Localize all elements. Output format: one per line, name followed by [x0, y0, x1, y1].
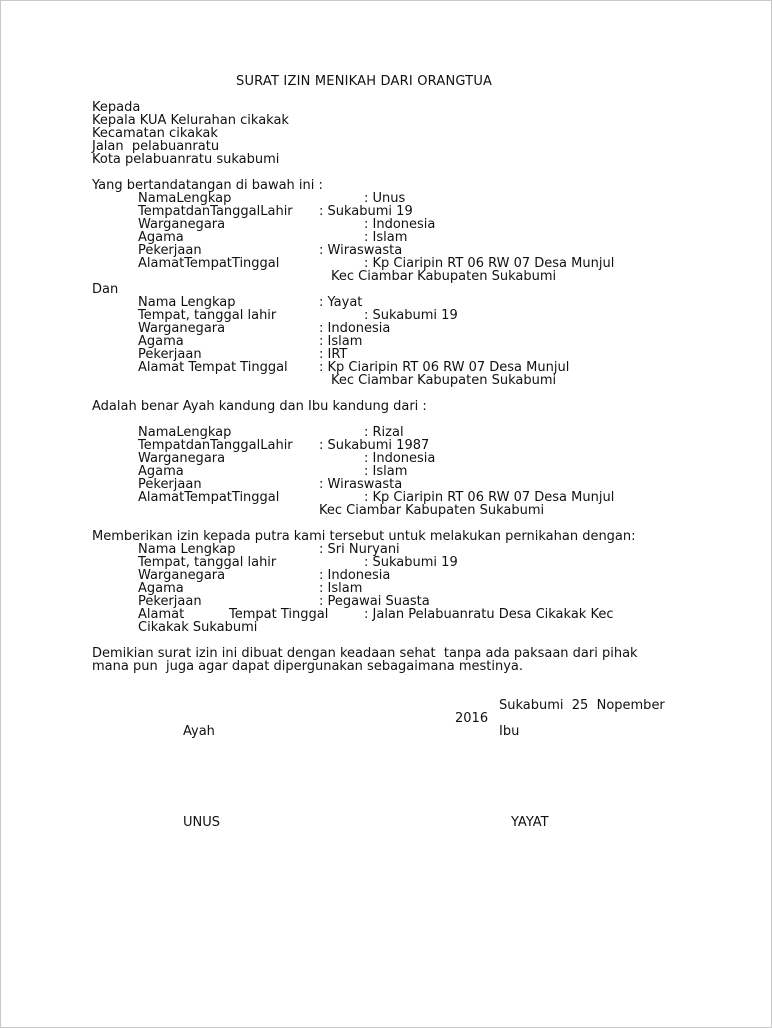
- field-label: AlamatTempatTinggal: [138, 490, 280, 505]
- field-value: : Kp Ciaripin RT 06 RW 07 Desa Munjul: [364, 490, 615, 505]
- signature-label-ayah: Ayah: [183, 724, 215, 739]
- place-date: Sukabumi 25 Nopember: [499, 698, 665, 713]
- field-label: Nama Lengkap: [138, 542, 236, 557]
- field-value: : Rizal: [364, 425, 404, 440]
- signature-label-ibu: Ibu: [499, 724, 520, 739]
- intro-text: Yang bertandatangan di bawah ini :: [92, 178, 323, 193]
- field-value: : Islam: [364, 230, 408, 245]
- letter-title: SURAT IZIN MENIKAH DARI ORANGTUA: [236, 74, 493, 89]
- izin-intro-text: Memberikan izin kepada putra kami tersebut untuk melakukan pernikahan dengan:: [92, 529, 636, 544]
- field-value: : Jalan Pelabuanratu Desa Cikakak Kec: [364, 607, 614, 622]
- field-value: : Pegawai Suasta: [319, 594, 430, 609]
- closing-line: Demikian surat izin ini dibuat dengan keadaan sehat tanpa ada paksaan dari pihak: [92, 646, 638, 661]
- field-label: Alamat Tempat Tinggal: [138, 360, 288, 375]
- field-value: Kec Ciambar Kabupaten Sukabumi: [319, 503, 545, 518]
- field-label: NamaLengkap: [138, 425, 232, 440]
- closing-line: mana pun juga agar dapat dipergunakan sebagaimana mestinya.: [92, 659, 524, 674]
- field-value: : Indonesia: [364, 451, 436, 466]
- field-value: : Kp Ciaripin RT 06 RW 07 Desa Munjul: [364, 256, 615, 271]
- field-value: : Sukabumi 19: [364, 308, 458, 323]
- field-value: Kec Ciambar Kabupaten Sukabumi: [331, 373, 557, 388]
- field-label: Alamat: [138, 607, 185, 622]
- field-value: : IRT: [319, 347, 348, 362]
- field-label: NamaLengkap: [138, 191, 232, 206]
- field-value: : Indonesia: [364, 217, 436, 232]
- field-value: : Sukabumi 1987: [319, 438, 430, 453]
- field-value: : Indonesia: [319, 321, 391, 336]
- field-value: : Sukabumi 19: [319, 204, 413, 219]
- field-label: Tempat, tanggal lahir: [138, 555, 277, 570]
- field-value: : Islam: [319, 581, 363, 596]
- field-value: : Yayat: [319, 295, 363, 310]
- field-label: TempatdanTanggalLahir: [138, 204, 293, 219]
- field-label: Warganegara: [138, 451, 226, 466]
- field-value: Cikakak Sukabumi: [138, 620, 258, 635]
- recipient-line: Kecamatan cikakak: [92, 126, 218, 141]
- field-label: Pekerjaan: [138, 594, 202, 609]
- field-label: Warganegara: [138, 568, 226, 583]
- field-value: Kec Ciambar Kabupaten Sukabumi: [331, 269, 557, 284]
- field-label: Agama: [138, 464, 184, 479]
- field-value: : Sri Nuryani: [319, 542, 400, 557]
- signature-name-ayah: UNUS: [183, 815, 221, 830]
- field-label: Warganegara: [138, 321, 226, 336]
- field-value: : Unus: [364, 191, 406, 206]
- field-value: : Sukabumi 19: [364, 555, 458, 570]
- field-label: Agama: [138, 581, 184, 596]
- field-value: : Islam: [364, 464, 408, 479]
- recipient-line: Kepala KUA Kelurahan cikakak: [92, 113, 289, 128]
- field-label: Pekerjaan: [138, 347, 202, 362]
- field-label: Agama: [138, 230, 184, 245]
- field-label: Pekerjaan: [138, 477, 202, 492]
- field-value: : Wiraswasta: [319, 243, 403, 258]
- field-label: Tempat, tanggal lahir: [138, 308, 277, 323]
- recipient-line: Jalan pelabuanratu: [92, 139, 220, 154]
- field-label: AlamatTempatTinggal: [138, 256, 280, 271]
- connector-text: Dan: [92, 282, 119, 297]
- field-value: : Islam: [319, 334, 363, 349]
- field-value: : Wiraswasta: [319, 477, 403, 492]
- field-label: Nama Lengkap: [138, 295, 236, 310]
- field-label: Tempat Tinggal: [229, 607, 329, 622]
- place-date-year: 2016: [455, 711, 489, 726]
- field-value: : Indonesia: [319, 568, 391, 583]
- field-value: : Kp Ciaripin RT 06 RW 07 Desa Munjul: [319, 360, 570, 375]
- field-label: TempatdanTanggalLahir: [138, 438, 293, 453]
- recipient-line: Kota pelabuanratu sukabumi: [92, 152, 280, 167]
- field-label: Warganegara: [138, 217, 226, 232]
- field-label: Pekerjaan: [138, 243, 202, 258]
- recipient-line: Kepada: [92, 100, 141, 115]
- anak-intro-text: Adalah benar Ayah kandung dan Ibu kandung dari :: [92, 399, 427, 414]
- field-label: Agama: [138, 334, 184, 349]
- signature-name-ibu: YAYAT: [511, 815, 549, 830]
